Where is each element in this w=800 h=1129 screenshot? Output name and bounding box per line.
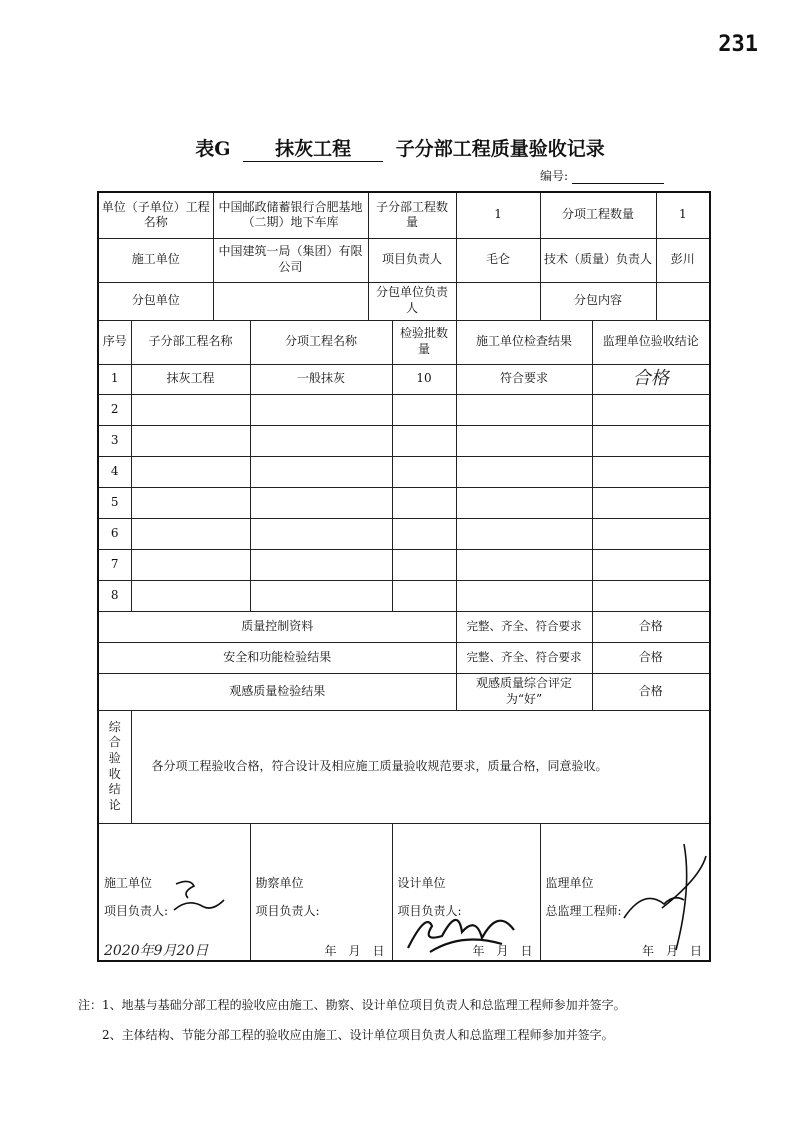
- row-item-name: [250, 580, 392, 611]
- row-batch: [392, 580, 456, 611]
- row-no: 3: [98, 425, 131, 456]
- table-row: [98, 549, 710, 580]
- row-item-name: [250, 456, 392, 487]
- col-check: 施工单位检查结果: [456, 320, 592, 364]
- serial-label: 编号:: [540, 169, 569, 183]
- row-item-name: [250, 425, 392, 456]
- row-batch: [392, 425, 456, 456]
- sig-construction-person: 项目负责人:: [104, 903, 169, 918]
- row-no: 4: [98, 456, 131, 487]
- acceptance-table: [97, 191, 711, 962]
- signature-scribble-icon: [168, 876, 228, 916]
- sig-survey-person: 项目负责人:: [255, 903, 320, 918]
- row-accept: [592, 425, 710, 456]
- construction-value: 中国建筑一局（集团）有限公司: [213, 238, 368, 282]
- row-check: [456, 425, 592, 456]
- row-item-name: [250, 549, 392, 580]
- col-sub-name: 子分部工程名称: [131, 320, 250, 364]
- row-item-name: [250, 394, 392, 425]
- row-check: [456, 549, 592, 580]
- title-prefix: 表G: [195, 138, 231, 160]
- note-1: 注：1、地基与基础分部工程的验收应由施工、勘察、设计单位项目负责人和总监理工程师参加并签字。: [78, 998, 626, 1012]
- sig-survey-date: 年 月 日: [324, 943, 385, 958]
- sub-content-label: 分包内容: [540, 282, 656, 320]
- row-accept: [592, 549, 710, 580]
- row-check: [456, 518, 592, 549]
- serial-number: [540, 167, 664, 184]
- sig-supervision: [540, 823, 710, 961]
- sig-design: [392, 823, 540, 961]
- pm-label: 项目负责人: [368, 238, 456, 282]
- table-row: [98, 425, 710, 456]
- sig-design-unit: 设计单位: [397, 875, 446, 890]
- conclusion-char: 结: [108, 782, 121, 797]
- tech-value: 彭川: [656, 238, 710, 282]
- signature-scribble-icon: [402, 892, 522, 958]
- row-item-name: [250, 518, 392, 549]
- signature-scribble-icon: [614, 838, 711, 956]
- row-check: [456, 487, 592, 518]
- safety-check: 完整、齐全、符合要求: [456, 642, 592, 673]
- row-sub-name: [131, 394, 250, 425]
- subcontract-value: [213, 282, 368, 320]
- row-sub-name: [131, 580, 250, 611]
- row-batch: [392, 456, 456, 487]
- col-item-name: 分项工程名称: [250, 320, 392, 364]
- row-check: [456, 394, 592, 425]
- sig-survey-unit: 勘察单位: [255, 875, 304, 890]
- row-sub-name: [131, 425, 250, 456]
- sig-survey: [250, 823, 392, 961]
- conclusion-char: 论: [108, 797, 121, 812]
- sig-design-date: 年 月 日: [472, 943, 533, 958]
- row-no: 6: [98, 518, 131, 549]
- col-accept: 监理单位验收结论: [592, 320, 710, 364]
- row-accept: [592, 487, 710, 518]
- row-batch: [392, 518, 456, 549]
- visual-result: 合格: [592, 673, 710, 710]
- col-batch: 检验批数量: [392, 320, 456, 364]
- row-no: 2: [98, 394, 131, 425]
- row-item-name: 一般抹灰: [250, 364, 392, 394]
- page-title: [0, 134, 800, 162]
- row-item-name: [250, 487, 392, 518]
- row-check: 符合要求: [456, 364, 592, 394]
- sub-pm-value: [456, 282, 540, 320]
- sub-content-value: [656, 282, 710, 320]
- page-number: 231: [718, 32, 758, 57]
- title-suffix: 子分部工程质量验收记录: [395, 138, 605, 160]
- row-accept: [592, 456, 710, 487]
- table-row: [98, 456, 710, 487]
- visual-check: 观感质量综合评定为“好”: [456, 673, 592, 710]
- row-batch: [392, 487, 456, 518]
- note-2: 2、主体结构、节能分部工程的验收应由施工、设计单位项目负责人和总监理工程师参加并签字。: [102, 1028, 614, 1042]
- table-row: [98, 364, 710, 394]
- table-row: [98, 487, 710, 518]
- row-no: 7: [98, 549, 131, 580]
- sig-construction-unit: 施工单位: [104, 875, 153, 890]
- row-no: 1: [98, 364, 131, 394]
- table-row: [98, 580, 710, 611]
- sub-count-label: 子分部工程数量: [368, 192, 456, 238]
- qc-check: 完整、齐全、符合要求: [456, 611, 592, 642]
- unit-value: 中国邮政储蓄银行合肥基地（二期）地下车库: [213, 192, 368, 238]
- row-accept: [592, 580, 710, 611]
- conclusion-char: 收: [108, 766, 121, 781]
- sig-supervision-date: 年 月 日: [642, 943, 703, 958]
- row-sub-name: [131, 549, 250, 580]
- row-no: 8: [98, 580, 131, 611]
- sig-design-person: 项目负责人:: [397, 903, 462, 918]
- conclusion-text: 各分项工程验收合格，符合设计及相应施工质量验收规范要求，质量合格，同意验收。: [131, 710, 710, 823]
- row-sub-name: [131, 518, 250, 549]
- row-batch: [392, 394, 456, 425]
- conclusion-char: 合: [108, 735, 121, 750]
- construction-label: 施工单位: [98, 238, 213, 282]
- row-check: [456, 580, 592, 611]
- table-row: [98, 394, 710, 425]
- visual-label: 观感质量检验结果: [98, 673, 456, 710]
- unit-label: 单位（子单位）工程名称: [98, 192, 213, 238]
- col-no: 序号: [98, 320, 131, 364]
- title-blank-value: 抹灰工程: [243, 134, 383, 162]
- table-row: [98, 518, 710, 549]
- row-batch: [392, 549, 456, 580]
- notes: [78, 990, 758, 1050]
- item-count-label: 分项工程数量: [540, 192, 656, 238]
- row-sub-name: [131, 456, 250, 487]
- safety-result: 合格: [592, 642, 710, 673]
- sig-supervision-person: 总监理工程师:: [545, 903, 622, 918]
- row-check: [456, 456, 592, 487]
- sub-count-value: 1: [456, 192, 540, 238]
- row-sub-name: 抹灰工程: [131, 364, 250, 394]
- serial-line: [572, 171, 664, 184]
- sig-supervision-unit: 监理单位: [545, 875, 594, 890]
- tech-label: 技术（质量）负责人: [540, 238, 656, 282]
- qc-result: 合格: [592, 611, 710, 642]
- sig-construction-date: 2020年9月20日: [104, 942, 209, 959]
- sig-construction: [98, 823, 250, 961]
- row-no: 5: [98, 487, 131, 518]
- conclusion-char: 验: [108, 750, 121, 765]
- row-accept: [592, 394, 710, 425]
- subcontract-label: 分包单位: [98, 282, 213, 320]
- conclusion-char: 综: [108, 719, 121, 734]
- qc-label: 质量控制资料: [98, 611, 456, 642]
- safety-label: 安全和功能检验结果: [98, 642, 456, 673]
- sub-pm-label: 分包单位负责人: [368, 282, 456, 320]
- pm-value: 毛仑: [456, 238, 540, 282]
- row-accept: [592, 518, 710, 549]
- row-sub-name: [131, 487, 250, 518]
- row-batch: 10: [392, 364, 456, 394]
- conclusion-label: [98, 710, 131, 823]
- item-count-value: 1: [656, 192, 710, 238]
- row-accept: 合格: [592, 364, 710, 394]
